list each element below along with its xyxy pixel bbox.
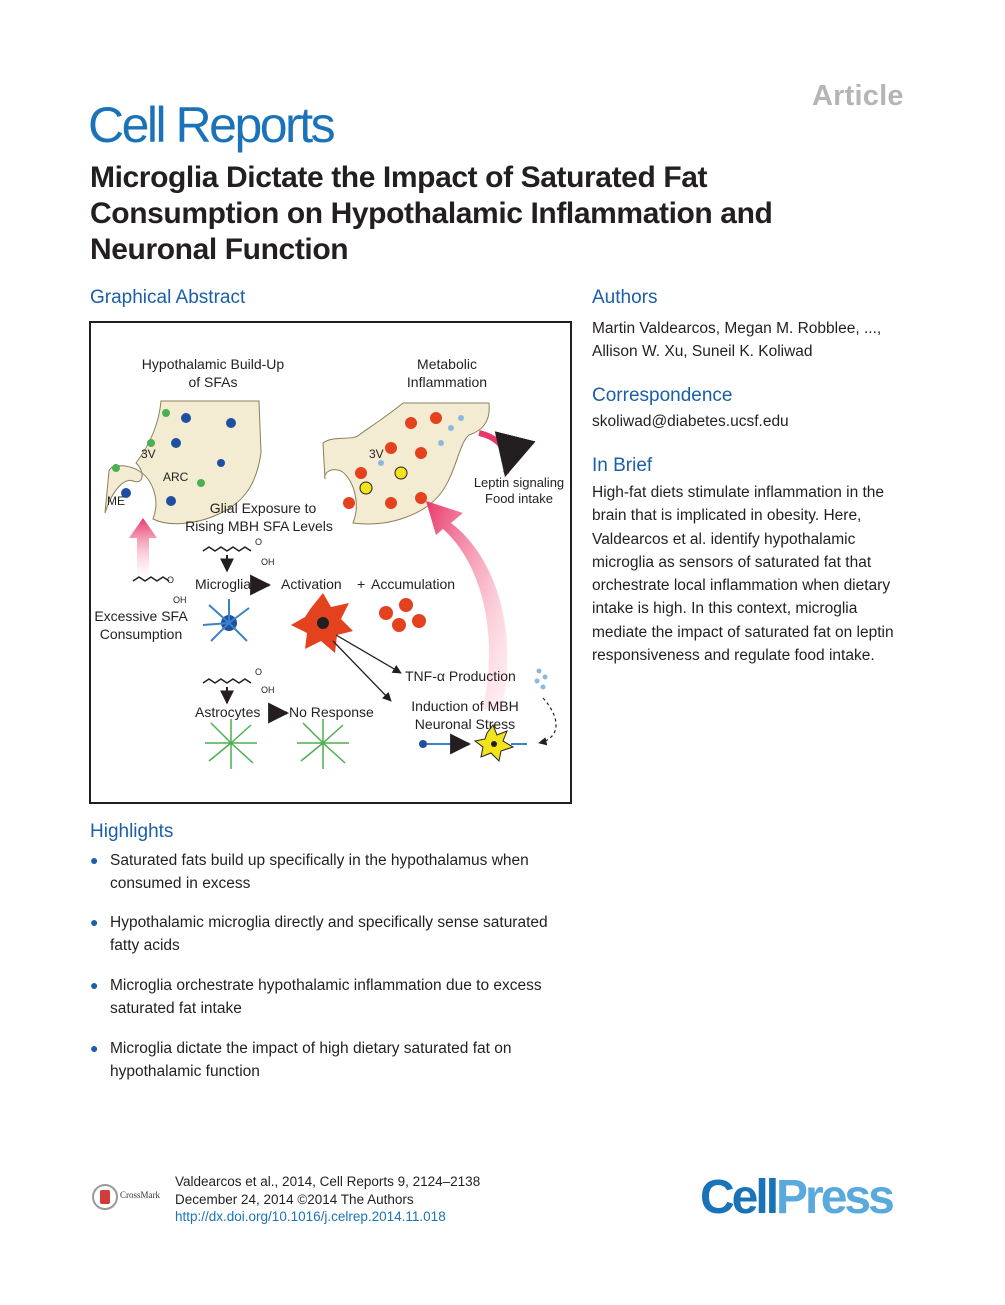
journal-logo: Cell Reports bbox=[88, 97, 334, 153]
highlight-text: Microglia dictate the impact of high dietary saturated fat on hypothalamic function bbox=[110, 1040, 512, 1081]
fig-label-excessive-1: Excessive SFA bbox=[94, 608, 188, 624]
fig-label-buildup-1: Hypothalamic Build-Up bbox=[141, 356, 285, 372]
doi-link[interactable]: http://dx.doi.org/10.1016/j.celrep.2014.11.018 bbox=[175, 1209, 446, 1224]
bullet-icon: ● bbox=[90, 977, 99, 993]
fig-label-plus: + bbox=[357, 576, 366, 592]
astrocyte-icon-1 bbox=[205, 719, 257, 769]
fig-label-microglia: Microglia bbox=[195, 576, 252, 592]
fig-label-glial-2: Rising MBH SFA Levels bbox=[185, 518, 333, 534]
fig-label-o-bottom: O bbox=[255, 667, 263, 677]
bullet-icon: ● bbox=[90, 1040, 99, 1056]
fig-label-leptin-2: Food intake bbox=[485, 491, 553, 506]
fig-label-astrocytes: Astrocytes bbox=[195, 704, 261, 720]
crossmark-label: CrossMark bbox=[120, 1190, 160, 1200]
fig-label-accumulation: Accumulation bbox=[371, 576, 456, 592]
article-title: Microglia Dictate the Impact of Saturated Fat Consumption on Hypothalamic Inflammation and Neuronal Function bbox=[90, 161, 773, 266]
authors-line-1: Martin Valdearcos, Megan M. Robblee, ..., bbox=[592, 320, 882, 337]
sfa-chain-bottom bbox=[203, 679, 251, 683]
graphical-abstract-figure bbox=[89, 321, 572, 804]
fig-label-oh-left: OH bbox=[173, 595, 187, 605]
tnf-dots bbox=[535, 669, 548, 690]
fig-label-induction-1: Induction of MBH bbox=[411, 698, 519, 714]
fig-label-leptin-1: Leptin signaling bbox=[473, 475, 565, 490]
article-type-label: Article bbox=[812, 80, 904, 112]
fig-label-o-left: O bbox=[167, 575, 175, 585]
authors-line-2: Allison W. Xu, Suneil K. Koliwad bbox=[592, 343, 813, 361]
crossmark-icon bbox=[92, 1184, 118, 1210]
fig-label-excessive-2: Consumption bbox=[99, 626, 183, 642]
fig-label-metabolic-1: Metabolic bbox=[417, 356, 477, 372]
fig-label-oh-top: OH bbox=[261, 557, 275, 567]
fig-label-induction-2: Neuronal Stress bbox=[414, 716, 516, 732]
in-brief-text: High-fat diets stimulate inflammation in the brain that is implicated in obesity. Here, Valdearcos et al. identify hypothalamic microglia as sensors of saturated fat that orchestrate local inflammation when dietary intake is high. In this context, microglia mediate the impact of saturated fat on leptin responsiveness and regulate food intake. bbox=[592, 484, 894, 665]
fig-label-3v-left: 3V bbox=[141, 447, 156, 461]
bullet-icon: ● bbox=[90, 914, 99, 930]
authors-list bbox=[592, 317, 922, 364]
date-line: December 24, 2014 ©2014 The Authors bbox=[175, 1191, 414, 1207]
cellpress-logo-cell: Cell bbox=[700, 1171, 777, 1224]
cellpress-logo-press: Press bbox=[776, 1171, 892, 1224]
graphical-abstract-svg bbox=[91, 323, 570, 802]
leptin-arrow bbox=[479, 433, 507, 473]
citation-line: Valdearcos et al., 2014, Cell Reports 9, 2124–2138 bbox=[175, 1174, 481, 1189]
fig-label-metabolic-2: Inflammation bbox=[406, 374, 488, 390]
highlight-text: Saturated fats build up specifically in the hypothalamus when consumed in excess bbox=[110, 852, 529, 893]
fig-label-tnf: TNF-α Production bbox=[405, 668, 516, 684]
bullet-icon: ● bbox=[90, 852, 99, 868]
highlight-text: Microglia orchestrate hypothalamic inflammation due to excess saturated fat intake bbox=[110, 977, 542, 1018]
correspondence-email[interactable]: skoliwad@diabetes.ucsf.edu bbox=[592, 413, 789, 430]
accumulated-microglia-icon bbox=[379, 598, 426, 632]
in-brief-heading: In Brief bbox=[592, 455, 653, 476]
fig-label-oh-bottom: OH bbox=[261, 685, 275, 695]
sfa-chain-top bbox=[203, 547, 251, 551]
activated-microglia-icon bbox=[291, 593, 353, 653]
fig-label-o-top: O bbox=[255, 537, 263, 547]
fig-label-3v-right: 3V bbox=[369, 447, 384, 461]
correspondence-heading: Correspondence bbox=[592, 385, 733, 406]
fig-label-arc: ARC bbox=[163, 470, 189, 484]
citation-footer bbox=[175, 1173, 480, 1226]
highlights-heading: Highlights bbox=[90, 821, 174, 842]
fig-label-me: ME bbox=[107, 494, 125, 508]
fig-label-no-response: No Response bbox=[289, 704, 374, 720]
fig-label-buildup-2: of SFAs bbox=[188, 374, 238, 390]
astrocyte-icon-2 bbox=[297, 719, 349, 769]
crossmark-badge[interactable] bbox=[92, 1184, 174, 1208]
dashed-stress-arrow bbox=[539, 698, 556, 743]
resting-microglia-icon bbox=[203, 599, 249, 641]
healthy-neuron-icon bbox=[419, 740, 451, 748]
graphical-abstract-heading: Graphical Abstract bbox=[90, 287, 246, 308]
highlight-text: Hypothalamic microglia directly and specifically sense saturated fatty acids bbox=[110, 914, 548, 955]
authors-heading: Authors bbox=[592, 287, 658, 308]
fig-label-activation: Activation bbox=[281, 576, 342, 592]
fig-label-glial-1: Glial Exposure to bbox=[209, 500, 317, 516]
cellpress-logo bbox=[700, 1170, 892, 1225]
